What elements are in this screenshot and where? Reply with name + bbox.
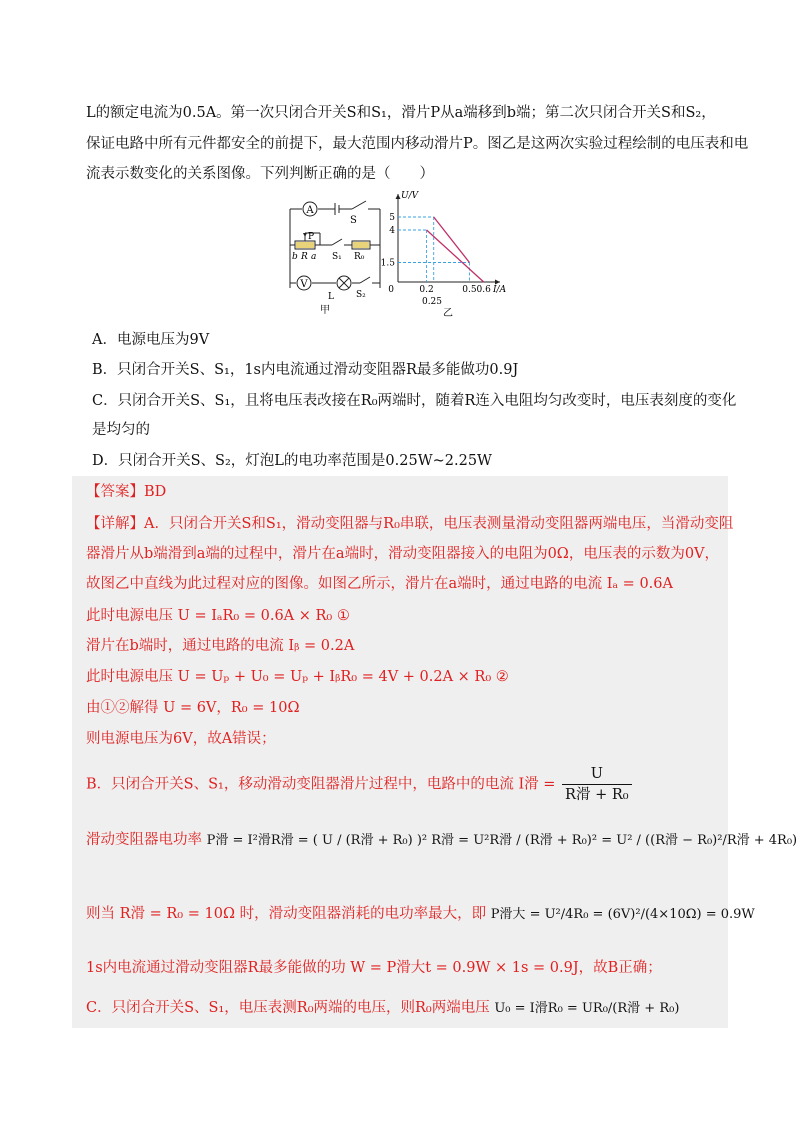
series-line-1: [427, 230, 484, 282]
option-d: D．只闭合开关S、S₂，灯泡L的电功率范围是0.25W~2.25W: [92, 453, 492, 469]
detail-line-11-text: 则当 R滑 = R₀ = 10Ω 时，滑动变阻器消耗的电功率最大，即: [86, 906, 487, 922]
detail-line-2: 器滑片从b端滑到a端的过程中，滑片在a端时，滑动变阻器接入的电阻为0Ω，电压表的示数为0V，: [86, 546, 720, 562]
circuit-diagram: [280, 193, 400, 318]
detail-line-10-text: 滑动变阻器电功率: [86, 832, 202, 848]
detail-line-4: 此时电源电压 U = IₐR₀ = 0.6A × R₀ ①: [86, 608, 350, 624]
end-b-label: b: [292, 252, 298, 262]
circuit-caption: 甲: [320, 305, 330, 316]
option-a: A．电源电压为9V: [92, 332, 210, 348]
lamp-l-label: L: [328, 292, 334, 302]
power-formula: P滑 = I²滑R滑 = ( U / (R滑 + R₀) )² R滑 = U²R滑 / (R滑 + R₀)² = U² / ((R滑 − R₀)²/R滑 + 4R₀): [206, 833, 798, 848]
option-c-line-1: C．只闭合开关S、S₁，且将电压表改接在R₀两端时，随着R连入电阻均匀改变时，电压表刻度的变化: [92, 393, 737, 409]
x-tick-0.25: 0.25: [421, 297, 443, 307]
y-axis-label: U/V: [401, 191, 419, 201]
y-tick-4: 4: [389, 226, 395, 236]
x-tick-0.5: 0.5: [462, 285, 477, 295]
current-fraction: [562, 764, 632, 805]
option-c-line-2: 是均匀的: [92, 422, 150, 438]
detail-line-7: 由①②解得 U = 6V，R₀ = 10Ω: [86, 700, 300, 716]
resistor-r0-label: R₀: [354, 252, 365, 262]
x-tick-0.6: 0.6: [476, 285, 491, 295]
series-line-2: [434, 217, 470, 263]
end-a-label: a: [311, 252, 317, 262]
switch-s2-label: S₂: [356, 290, 366, 300]
detail-line-13-text: C．只闭合开关S、S₁，电压表测R₀两端的电压，则R₀两端电压: [86, 1000, 490, 1016]
slider-p-label: P: [308, 232, 315, 242]
detail-line-1: 【详解】A．只闭合开关S和S₁，滑动变阻器与R₀串联，电压表测量滑动变阻器两端电压，当滑动变阻: [86, 516, 734, 532]
detail-line-8: 则电源电压为6V，故A错误；: [86, 731, 276, 747]
origin-label: 0: [388, 285, 394, 295]
detail-line-10: [86, 830, 797, 851]
max-power-formula: P滑大 = U²/4R₀ = (6V)²/(4×10Ω) = 0.9W: [490, 907, 755, 922]
x-axis-label: I/A: [493, 285, 507, 295]
u0-formula: U₀ = I滑R₀ = UR₀/(R滑 + R₀): [494, 1001, 680, 1016]
rheostat-r-label: R: [301, 252, 308, 262]
switch-s-label: S: [350, 215, 357, 226]
question-line-2: 保证电路中所有元件都安全的前提下，最大范围内移动滑片P。图乙是这两次实验过程绘制的电压表和电: [86, 136, 749, 152]
detail-line-5: 滑片在b端时，通过电路的电流 Iᵦ = 0.2A: [86, 638, 355, 654]
detail-line-12: 1s内电流通过滑动变阻器R最多能做的功 W = P滑大t = 0.9W × 1s = 0.9J，故B正确；: [86, 960, 662, 976]
detail-line-3: 故图乙中直线为此过程对应的图像。如图乙所示，滑片在a端时，通过电路的电流 Iₐ = 0.6A: [86, 576, 673, 592]
option-b: B．只闭合开关S、S₁，1s内电流通过滑动变阻器R最多能做功0.9J: [92, 362, 519, 378]
answer-label: 【答案】BD: [86, 484, 167, 500]
detail-line-9-text: B．只闭合开关S、S₁，移动滑动变阻器滑片过程中，电路中的电流 I滑 =: [86, 776, 556, 793]
question-line-1: L的额定电流为0.5A。第一次只闭合开关S和S₁，滑片P从a端移到b端；第二次只闭合开关S和S₂，: [86, 105, 716, 121]
x-tick-0.2: 0.2: [419, 285, 434, 295]
current-fraction-numerator: U: [562, 764, 632, 785]
graph-caption: 乙: [443, 308, 453, 319]
detail-line-11: [86, 904, 755, 925]
u-i-graph: [380, 186, 510, 319]
detail-line-6: 此时电源电压 U = Uₚ + U₀ = Uₚ + IᵦR₀ = 4V + 0.2A × R₀ ②: [86, 669, 509, 685]
voltmeter-label: V: [300, 279, 308, 290]
question-line-3: 流表示数变化的关系图像。下列判断正确的是（ ）: [86, 166, 434, 182]
y-tick-1.5: 1.5: [380, 258, 395, 269]
detail-line-13: [86, 998, 679, 1019]
current-fraction-denominator: R滑 + R₀: [565, 787, 629, 803]
ammeter-label: A: [306, 205, 314, 216]
y-tick-5: 5: [389, 213, 395, 223]
switch-s1-label: S₁: [332, 252, 342, 262]
detail-line-9: [86, 764, 634, 805]
